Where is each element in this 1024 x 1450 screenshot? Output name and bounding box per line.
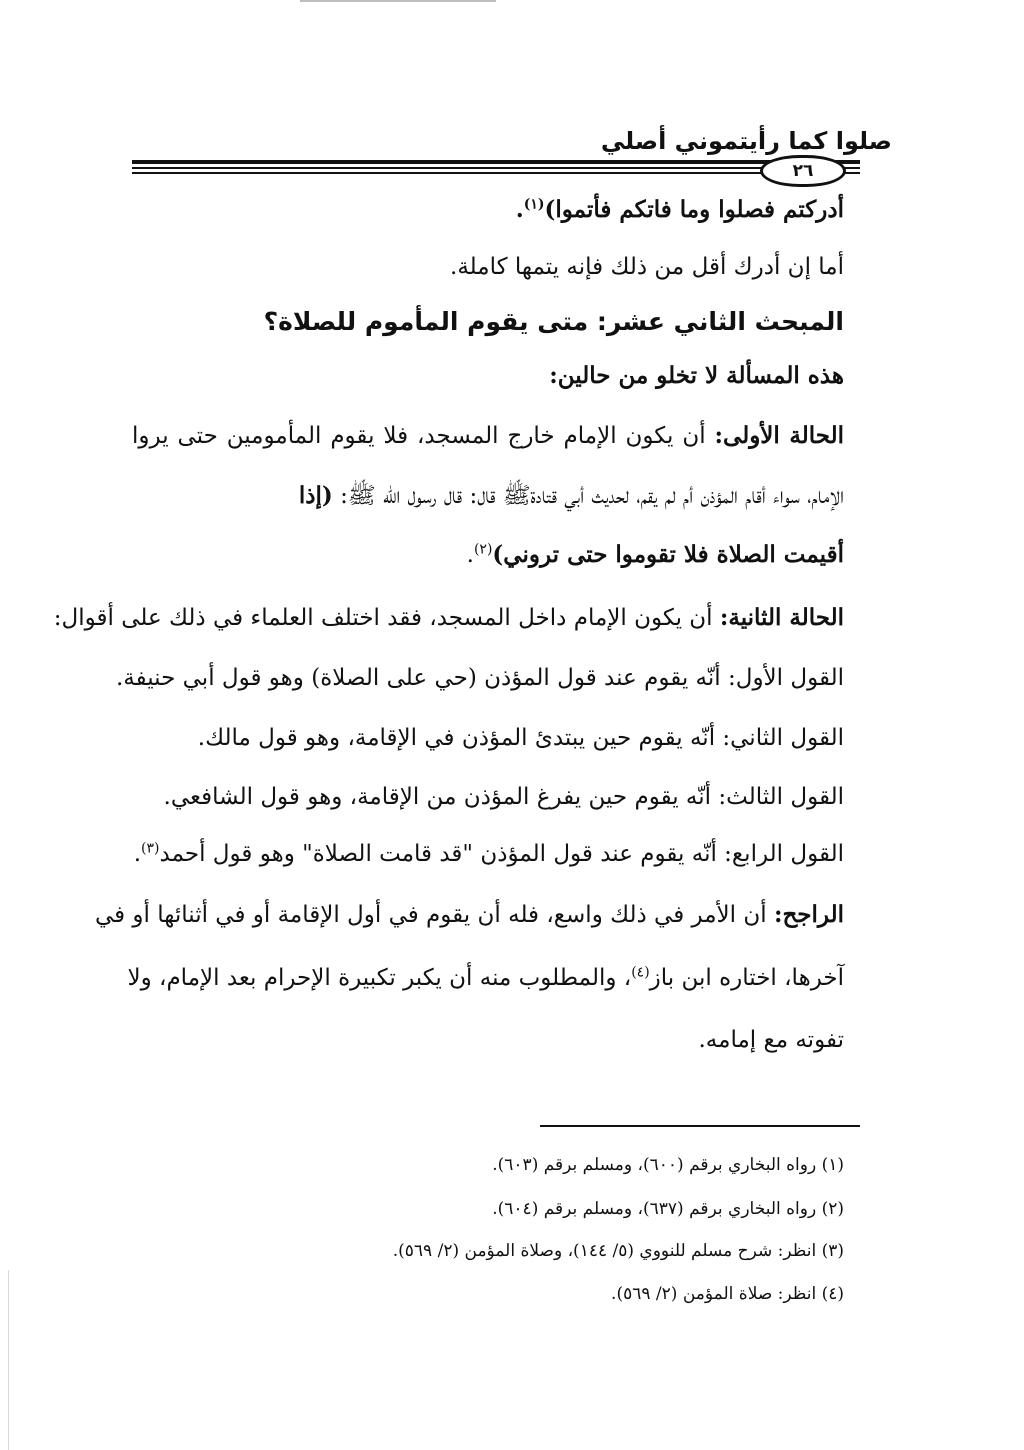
preferred-line: تفوته مع إمامه. bbox=[698, 1027, 844, 1053]
preferred-text: أن الأمر في ذلك واسع، فله أن يقوم في أول الإقامة أو في أثنائها أو في bbox=[94, 902, 767, 928]
scan-artifact-edge bbox=[8, 1270, 9, 1450]
preferred-label: الراجح: bbox=[773, 901, 844, 928]
paragraph-line: أما إن أدرك أقل من ذلك فإنه يتمها كاملة. bbox=[450, 254, 844, 280]
case-two-label: الحالة الثانية: bbox=[719, 604, 844, 631]
hadith-continuation-line bbox=[132, 190, 844, 230]
punctuation: . bbox=[515, 196, 524, 223]
saying-line bbox=[132, 834, 844, 874]
punctuation: . bbox=[466, 542, 474, 568]
saying-line: القول الثالث: أنّه يقوم حين يفرغ المؤذن من الإقامة، وهو قول الشافعي. bbox=[163, 784, 844, 810]
hadith-text: (إذا bbox=[298, 482, 333, 509]
case-two-text: أن يكون الإمام داخل المسجد، فقد اختلف العلماء في ذلك على أقوال: bbox=[53, 605, 713, 631]
preferred-text: آخرها، اختاره ابن باز bbox=[649, 965, 844, 991]
footnote: (٤) انظر: صلاة المؤمن (٢/ ٥٦٩). bbox=[611, 1284, 844, 1304]
saying-line: القول الثاني: أنّه يقوم حين يبتدئ المؤذن في الإقامة، وهو قول مالك. bbox=[197, 725, 844, 751]
preferred-line bbox=[94, 895, 844, 935]
hadith-text: أقيمت الصلاة فلا تقوموا حتى تروني) bbox=[492, 541, 844, 568]
footnote-ref: (٣) bbox=[141, 840, 160, 857]
footnote: (٢) رواه البخاري برقم (٦٣٧)، ومسلم برقم (٦٠٤). bbox=[492, 1199, 844, 1219]
footnote-ref: (٤) bbox=[631, 964, 650, 981]
case-one-text: الإمام، سواء أقام المؤذن أم لم يقم، لحديث أبي قتادةﷺ قال: قال رسول الله ﷺ: bbox=[340, 483, 844, 509]
header-rule-thick bbox=[132, 160, 860, 164]
footnote: (١) رواه البخاري برقم (٦٠٠)، ومسلم برقم (٦٠٣). bbox=[492, 1155, 844, 1175]
saying-text: القول الرابع: أنّه يقوم عند قول المؤذن "قد قامت الصلاة" وهو قول أحمد bbox=[159, 841, 844, 867]
header-rule-thin bbox=[132, 167, 860, 169]
case-one-label: الحالة الأولى: bbox=[714, 422, 845, 449]
saying-line: القول الأول: أنّه يقوم عند قول المؤذن (حي على الصلاة) وهو قول أبي حنيفة. bbox=[115, 665, 844, 691]
footnote-ref: (١) bbox=[523, 196, 545, 213]
running-title: صلوا كما رأيتموني أصلي bbox=[600, 127, 892, 155]
footnote: (٣) انظر: شرح مسلم للنووي (٥/ ١٤٤)، وصلاة المؤمن (٢/ ٥٦٩). bbox=[392, 1241, 844, 1261]
case-one-text: أن يكون الإمام خارج المسجد، فلا يقوم المأمومين حتى يروا bbox=[132, 423, 706, 449]
scan-artifact-line bbox=[300, 0, 496, 2]
hadith-text: أدركتم فصلوا وما فاتكم فأتموا) bbox=[544, 196, 844, 223]
section-heading: المبحث الثاني عشر: متى يقوم المأموم للصلاة؟ bbox=[263, 307, 844, 336]
case-one-line bbox=[132, 416, 844, 456]
page-number: ٢٦ bbox=[760, 155, 846, 187]
footnote-ref: (٢) bbox=[473, 541, 493, 558]
punctuation: . bbox=[133, 841, 142, 867]
preferred-text: ، والمطلوب منه أن يكبر تكبيرة الإحرام بعد الإمام، ولا bbox=[127, 965, 632, 991]
paragraph-line: هذه المسألة لا تخلو من حالين: bbox=[549, 362, 844, 389]
footnote-separator bbox=[540, 1125, 860, 1127]
case-one-line bbox=[132, 535, 844, 575]
header-rule-thin bbox=[132, 172, 860, 174]
case-one-line bbox=[132, 476, 844, 516]
case-two-line bbox=[53, 598, 844, 638]
preferred-line bbox=[127, 958, 844, 998]
